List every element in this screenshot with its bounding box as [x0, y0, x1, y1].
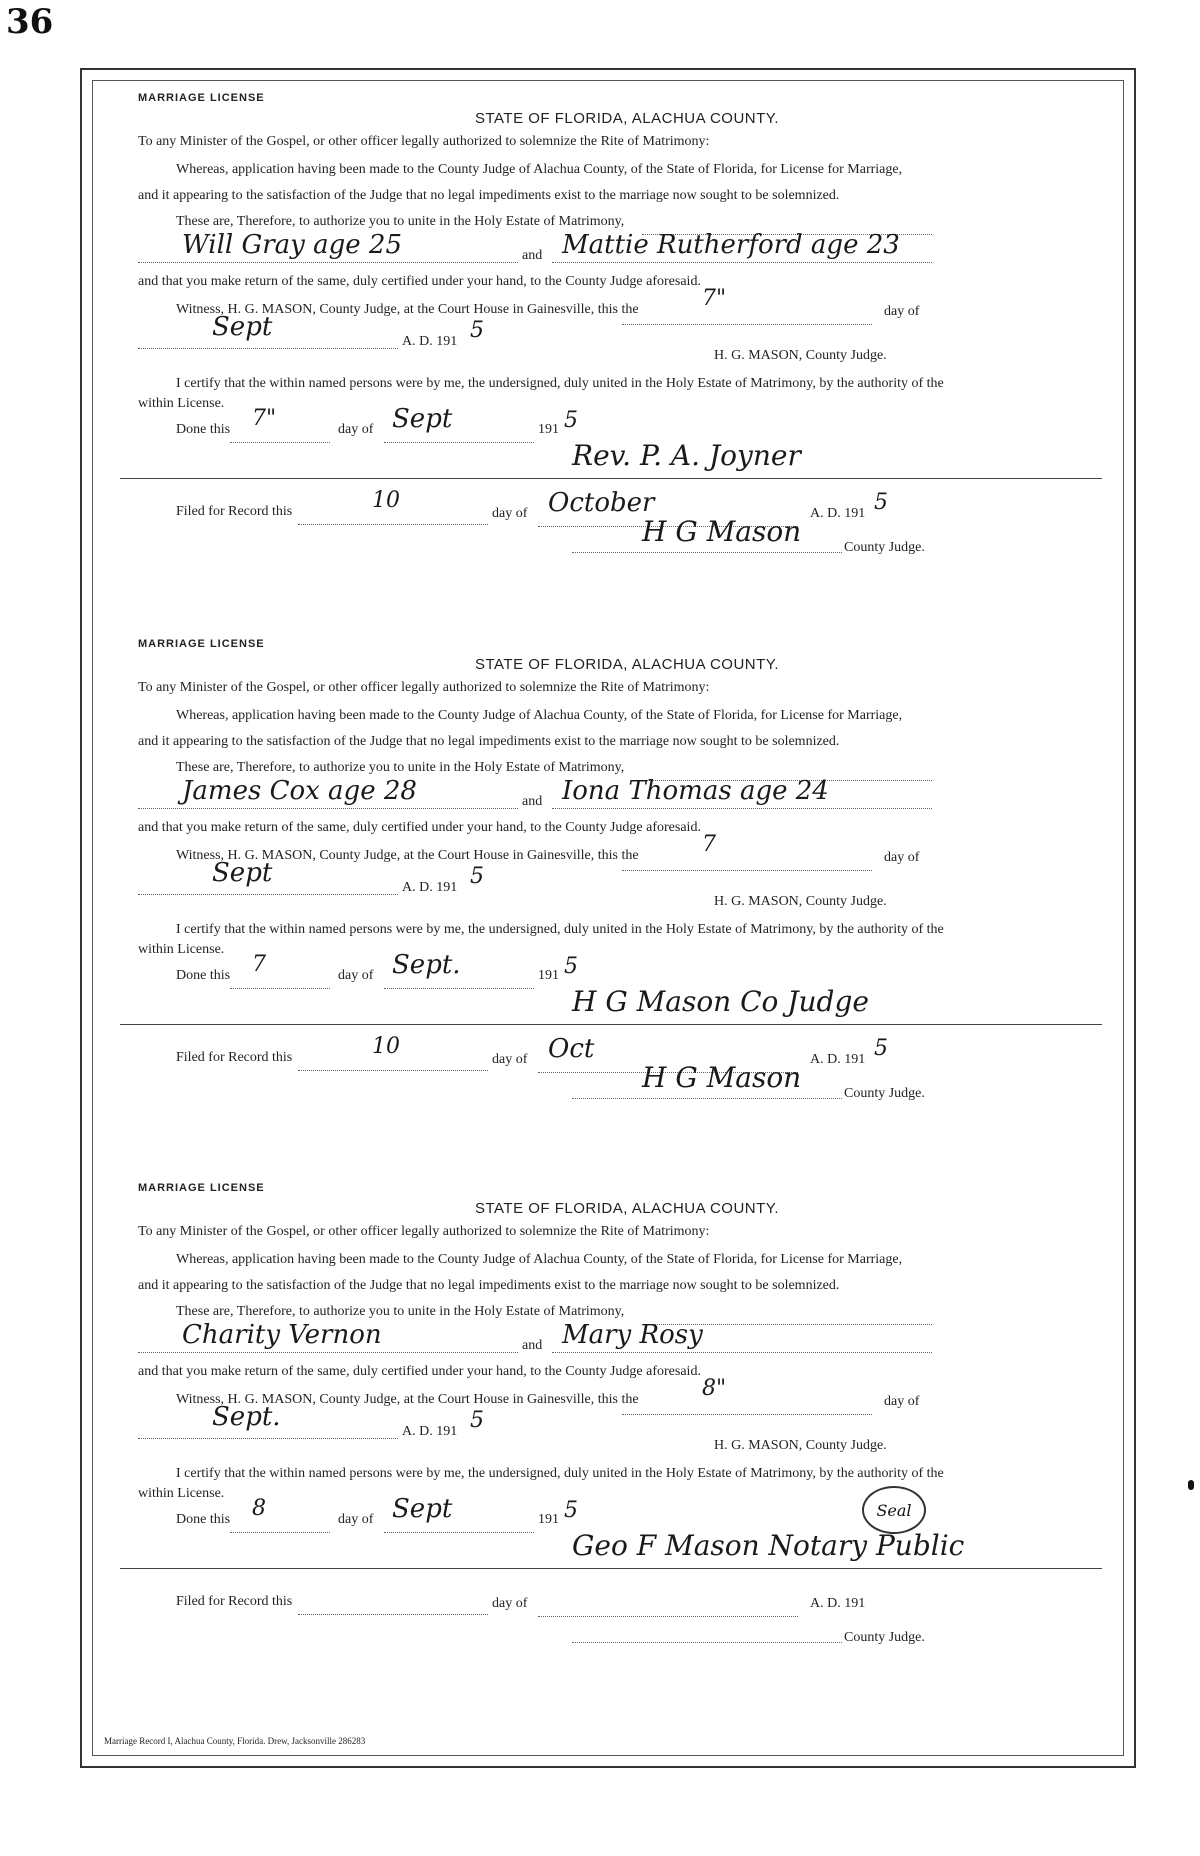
- ad-text: A. D. 191: [402, 880, 458, 895]
- marriage-license: [102, 638, 1112, 1178]
- done-year-prefix: 191: [538, 968, 559, 983]
- witness-day-fill: [622, 1390, 872, 1415]
- filed-text: Filed for Record this: [176, 1050, 293, 1065]
- witness-day: 8": [702, 1376, 727, 1401]
- done-year-prefix: 191: [538, 1512, 559, 1527]
- done-day: 7": [252, 406, 277, 431]
- done-month: Sept: [392, 1494, 453, 1524]
- return-text: and that you make return of the same, duly certified under your hand, to the County Judge aforesaid.: [138, 820, 701, 835]
- filed-text: Filed for Record this: [176, 504, 293, 519]
- filed-ad-text: A. D. 191: [810, 1052, 866, 1067]
- and-text: and: [522, 248, 543, 263]
- ad-text: A. D. 191: [402, 1424, 458, 1439]
- page-number: 36: [6, 2, 54, 42]
- filed-day: 10: [372, 488, 400, 513]
- certify-line-2: within License.: [138, 1486, 225, 1501]
- bride-name: Iona Thomas age 24: [562, 776, 829, 806]
- day-of-text: day of: [884, 1394, 920, 1409]
- license-header: MARRIAGE LICENSE: [138, 92, 265, 104]
- done-year: 5: [564, 1498, 578, 1523]
- witness-day-fill: [622, 300, 872, 325]
- filed-year: 5: [874, 1036, 888, 1061]
- certify-line-1: I certify that the within named persons were by me, the undersigned, duly united in the Holy Estate of Matrimony, by the authority of the: [176, 922, 944, 937]
- witness-year: 5: [470, 864, 484, 889]
- filed-day: 10: [372, 1034, 400, 1059]
- done-year-prefix: 191: [538, 422, 559, 437]
- filed-signature-fill: [572, 1618, 842, 1643]
- done-day-of-text: day of: [338, 1512, 374, 1527]
- officiant-signature: Geo F Mason Notary Public: [572, 1529, 965, 1562]
- filed-signature: H G Mason: [642, 1061, 802, 1094]
- county-judge-text: County Judge.: [844, 1630, 925, 1645]
- whereas-line-1: Whereas, application having been made to the County Judge of Alachua County, of the State of Florida, for License for Marriage,: [176, 1252, 903, 1267]
- signature-rule: [120, 478, 1102, 479]
- witness-year: 5: [470, 318, 484, 343]
- filed-year: 5: [874, 490, 888, 515]
- officiant-signature: Rev. P. A. Joyner: [572, 439, 801, 472]
- filed-day-fill: [298, 1590, 488, 1615]
- certify-line-1: I certify that the within named persons were by me, the undersigned, duly united in the Holy Estate of Matrimony, by the authority of the: [176, 376, 944, 391]
- done-day-fill: [230, 418, 330, 443]
- state-title: STATE OF FLORIDA, ALACHUA COUNTY.: [474, 110, 780, 127]
- and-text: and: [522, 1338, 543, 1353]
- these-are-text: These are, Therefore, to authorize you to unite in the Holy Estate of Matrimony,: [176, 760, 625, 775]
- marriage-license: [102, 92, 1112, 632]
- done-day-of-text: day of: [338, 422, 374, 437]
- done-this-text: Done this: [176, 422, 231, 437]
- marriage-license: [102, 1182, 1112, 1722]
- witness-month: Sept.: [212, 1402, 281, 1432]
- return-text: and that you make return of the same, duly certified under your hand, to the County Judge aforesaid.: [138, 1364, 701, 1379]
- whereas-line-2: and it appearing to the satisfaction of the Judge that no legal impediments exist to the marriage now sought to be solemnized.: [138, 1278, 840, 1293]
- whereas-line-1: Whereas, application having been made to the County Judge of Alachua County, of the State of Florida, for License for Marriage,: [176, 162, 903, 177]
- whereas-line-2: and it appearing to the satisfaction of the Judge that no legal impediments exist to the marriage now sought to be solemnized.: [138, 188, 840, 203]
- done-day: 7: [252, 952, 266, 977]
- done-this-text: Done this: [176, 968, 231, 983]
- witness-text: Witness, H. G. MASON, County Judge, at the Court House in Gainesville, this the: [176, 1392, 639, 1407]
- day-of-text: day of: [884, 304, 920, 319]
- done-year: 5: [564, 954, 578, 979]
- footer-printer-note: Marriage Record I, Alachua County, Florida. Drew, Jacksonville 286283: [104, 1736, 366, 1746]
- signature-rule: [120, 1568, 1102, 1569]
- county-judge-text: County Judge.: [844, 540, 925, 555]
- filed-text: Filed for Record this: [176, 1594, 293, 1609]
- filed-day-of-text: day of: [492, 1052, 528, 1067]
- whereas-line-1: Whereas, application having been made to the County Judge of Alachua County, of the State of Florida, for License for Marriage,: [176, 708, 903, 723]
- witness-month: Sept: [212, 858, 273, 888]
- these-are-text: These are, Therefore, to authorize you to unite in the Holy Estate of Matrimony,: [176, 214, 625, 229]
- certify-line-2: within License.: [138, 942, 225, 957]
- return-text: and that you make return of the same, duly certified under your hand, to the County Judge aforesaid.: [138, 274, 701, 289]
- done-year: 5: [564, 408, 578, 433]
- witness-day-fill: [622, 846, 872, 871]
- certify-line-2: within License.: [138, 396, 225, 411]
- filed-day-of-text: day of: [492, 506, 528, 521]
- day-of-text: day of: [884, 850, 920, 865]
- filed-signature: H G Mason: [642, 515, 802, 548]
- groom-name: James Cox age 28: [182, 776, 417, 806]
- filed-month: October: [548, 488, 655, 518]
- whereas-line-2: and it appearing to the satisfaction of the Judge that no legal impediments exist to the marriage now sought to be solemnized.: [138, 734, 840, 749]
- done-day: 8: [252, 1496, 266, 1521]
- witness-day: 7": [702, 286, 727, 311]
- state-title: STATE OF FLORIDA, ALACHUA COUNTY.: [474, 656, 780, 673]
- judge-line: H. G. MASON, County Judge.: [714, 1438, 887, 1453]
- witness-day: 7: [702, 832, 716, 857]
- officiant-signature: H G Mason Co Judge: [572, 985, 869, 1018]
- judge-line: H. G. MASON, County Judge.: [714, 894, 887, 909]
- and-text: and: [522, 794, 543, 809]
- groom-name: Charity Vernon: [182, 1320, 382, 1350]
- margin-mark: [1188, 1480, 1194, 1490]
- to-any-minister-text: To any Minister of the Gospel, or other officer legally authorized to solemnize the Rite of Matrimony:: [138, 134, 710, 149]
- filed-ad-text: A. D. 191: [810, 506, 866, 521]
- record-page-frame: [80, 68, 1136, 1768]
- bride-name: Mary Rosy: [562, 1320, 703, 1350]
- to-any-minister-text: To any Minister of the Gospel, or other officer legally authorized to solemnize the Rite of Matrimony:: [138, 1224, 710, 1239]
- witness-text: Witness, H. G. MASON, County Judge, at the Court House in Gainesville, this the: [176, 302, 639, 317]
- county-judge-text: County Judge.: [844, 1086, 925, 1101]
- signature-rule: [120, 1024, 1102, 1025]
- done-this-text: Done this: [176, 1512, 231, 1527]
- license-header: MARRIAGE LICENSE: [138, 1182, 265, 1194]
- seal-stamp: Seal: [862, 1486, 926, 1534]
- bride-name: Mattie Rutherford age 23: [562, 230, 900, 260]
- filed-month-fill: [538, 1592, 798, 1617]
- witness-year: 5: [470, 1408, 484, 1433]
- filed-ad-text: A. D. 191: [810, 1596, 866, 1611]
- groom-name: Will Gray age 25: [182, 230, 403, 260]
- done-month: Sept.: [392, 950, 461, 980]
- to-any-minister-text: To any Minister of the Gospel, or other officer legally authorized to solemnize the Rite of Matrimony:: [138, 680, 710, 695]
- state-title: STATE OF FLORIDA, ALACHUA COUNTY.: [474, 1200, 780, 1217]
- these-are-text: These are, Therefore, to authorize you to unite in the Holy Estate of Matrimony,: [176, 1304, 625, 1319]
- witness-month: Sept: [212, 312, 273, 342]
- done-day-of-text: day of: [338, 968, 374, 983]
- filed-day-of-text: day of: [492, 1596, 528, 1611]
- done-month: Sept: [392, 404, 453, 434]
- ad-text: A. D. 191: [402, 334, 458, 349]
- done-day-fill: [230, 1508, 330, 1533]
- filed-month: Oct: [548, 1034, 595, 1064]
- certify-line-1: I certify that the within named persons were by me, the undersigned, duly united in the Holy Estate of Matrimony, by the authority of the: [176, 1466, 944, 1481]
- done-day-fill: [230, 964, 330, 989]
- witness-text: Witness, H. G. MASON, County Judge, at the Court House in Gainesville, this the: [176, 848, 639, 863]
- judge-line: H. G. MASON, County Judge.: [714, 348, 887, 363]
- license-header: MARRIAGE LICENSE: [138, 638, 265, 650]
